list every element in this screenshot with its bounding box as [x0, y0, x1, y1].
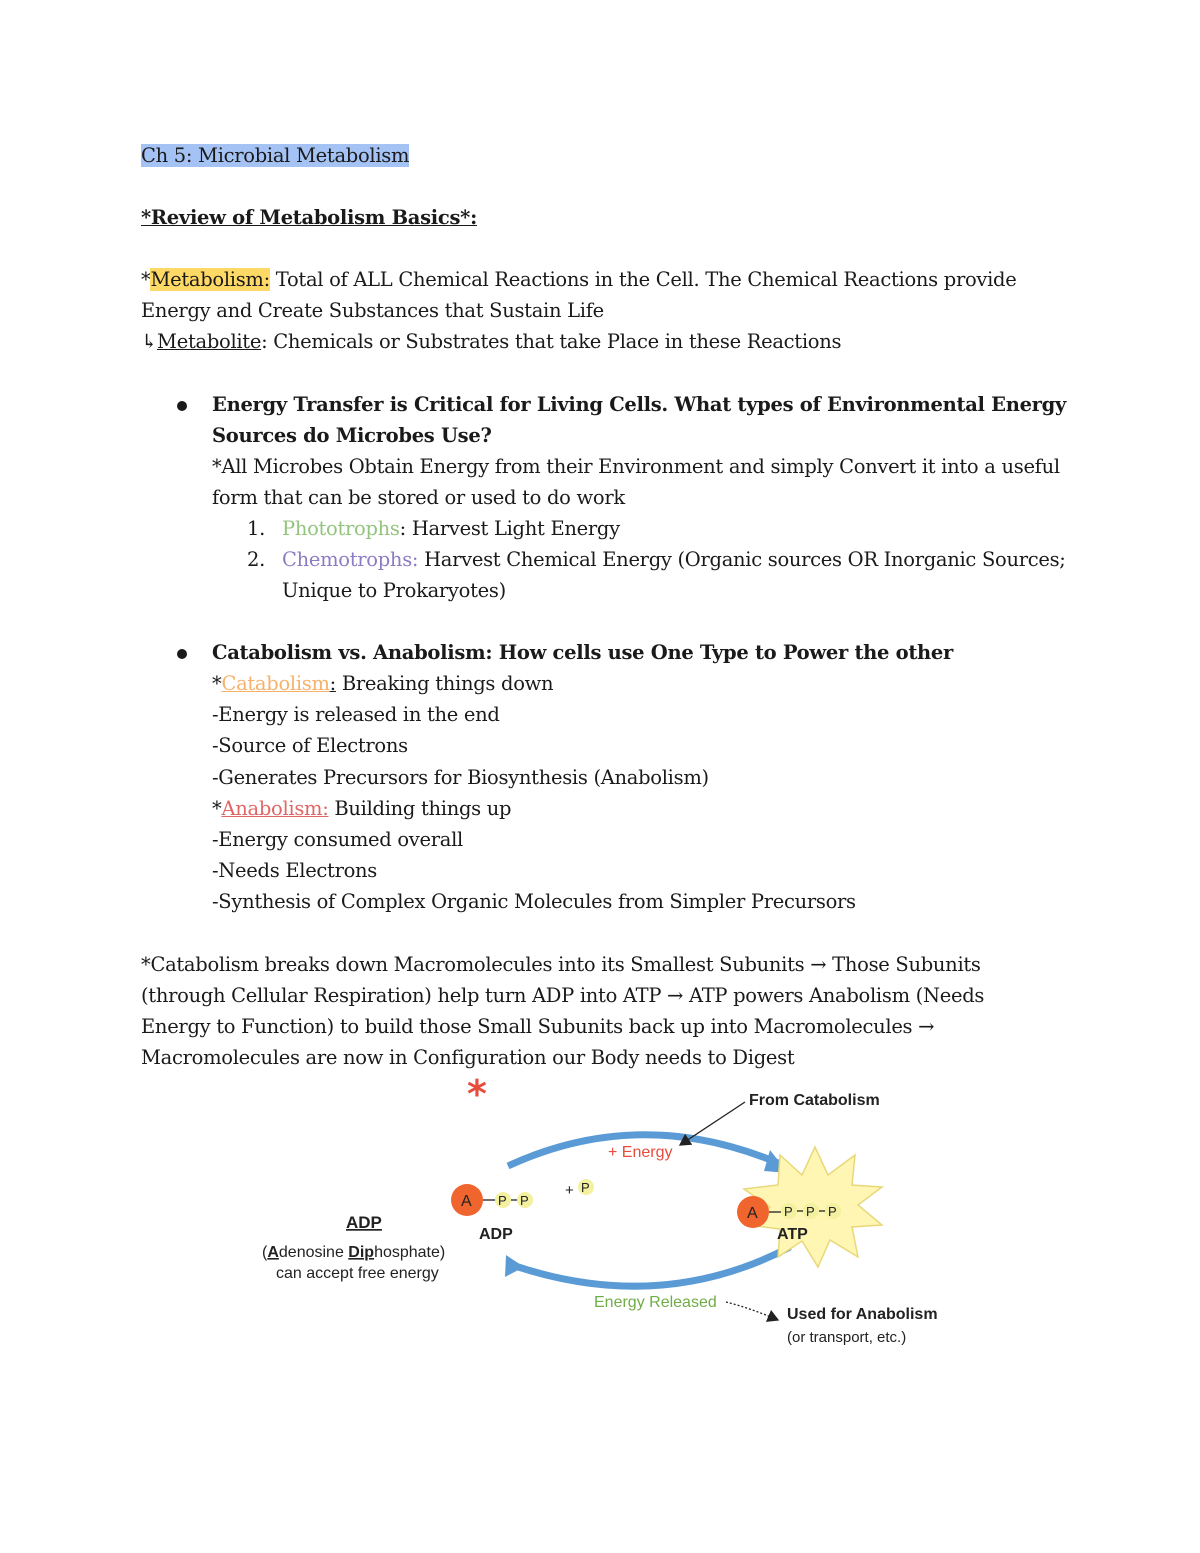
atp-adp-cycle-diagram	[250, 1075, 950, 1365]
summary-line: Macromolecules are now in Configuration our Body needs to Digest	[141, 1046, 795, 1069]
svg-text:P: P	[784, 1204, 793, 1219]
bottom-arc-arrow-head	[505, 1255, 524, 1277]
bullet-dot	[177, 401, 187, 411]
anabolism-point: -Synthesis of Complex Organic Molecules from Simpler Precursors	[212, 890, 856, 913]
summary-line: (through Cellular Respiration) help turn ADP into ATP → ATP powers Anabolism (Needs	[141, 984, 985, 1007]
list-number: 1.	[247, 517, 266, 540]
or-transport-label: (or transport, etc.)	[787, 1329, 907, 1346]
list-number: 2.	[247, 548, 266, 571]
bottom-arc-arrow	[512, 1247, 790, 1286]
anabolism-definition: *Anabolism: Building things up	[212, 797, 512, 820]
list-item-phototrophs: Phototrophs: Harvest Light Energy	[282, 517, 620, 540]
svg-text:A: A	[747, 1205, 758, 1222]
svg-text:P: P	[520, 1193, 529, 1208]
metabolite-term: Metabolite	[157, 330, 262, 353]
adp-label: ADP	[479, 1226, 513, 1243]
list-item-chemotrophs: Chemotrophs: Harvest Chemical Energy (Organic sources OR Inorganic Sources;	[282, 548, 1066, 571]
list-item-chemotrophs-cont: Unique to Prokaryotes)	[282, 579, 506, 602]
bullet1-body-line1: *All Microbes Obtain Energy from their Environment and simply Convert it into a useful	[212, 455, 1060, 478]
red-star-icon: *	[467, 1075, 487, 1116]
adp-fullname: (Adenosine Diphosphate)	[262, 1244, 446, 1261]
catabolism-point: -Source of Electrons	[212, 734, 408, 757]
svg-text:P: P	[498, 1193, 507, 1208]
bullet1-heading-line2: Sources do Microbes Use?	[212, 424, 492, 447]
bullet2-heading: Catabolism vs. Anabolism: How cells use One Type to Power the other	[212, 641, 954, 664]
bullet1-body-line2: form that can be stored or used to do work	[212, 486, 625, 509]
adp-heading: ADP	[346, 1213, 382, 1232]
energy-released-pointer	[726, 1302, 778, 1320]
plus-energy-label: + Energy	[608, 1144, 673, 1161]
from-catabolism-label: From Catabolism	[749, 1092, 880, 1109]
anabolism-point: -Needs Electrons	[212, 859, 378, 882]
atp-label: ATP	[777, 1226, 808, 1243]
metabolite-definition: ↳Metabolite: Chemicals or Substrates that take Place in these Reactions	[141, 330, 842, 353]
svg-text:+: +	[565, 1182, 574, 1199]
energy-released-label: Energy Released	[594, 1294, 717, 1311]
page-title: Ch 5: Microbial Metabolism	[141, 144, 410, 167]
used-for-anabolism-label: Used for Anabolism	[787, 1306, 938, 1323]
summary-line: *Catabolism breaks down Macromolecules into its Smallest Subunits → Those Subunits	[141, 953, 981, 976]
catabolism-point: -Generates Precursors for Biosynthesis (Anabolism)	[212, 766, 709, 789]
bullet-dot	[177, 649, 187, 659]
metabolism-term: Metabolism:	[150, 268, 270, 291]
svg-text:P: P	[828, 1204, 837, 1219]
metabolism-definition-line1: *Metabolism: Total of ALL Chemical Reactions in the Cell. The Chemical Reactions provide	[141, 268, 1017, 291]
adp-description: can accept free energy	[276, 1265, 439, 1282]
catabolism-point: -Energy is released in the end	[212, 703, 500, 726]
adenosine-letter: A	[461, 1193, 472, 1210]
review-heading: *Review of Metabolism Basics*:	[141, 206, 477, 229]
anabolism-point: -Energy consumed overall	[212, 828, 463, 851]
svg-text:P: P	[581, 1180, 590, 1195]
svg-text:P: P	[806, 1204, 815, 1219]
catabolism-definition: *Catabolism: Breaking things down	[212, 672, 554, 695]
summary-line: Energy to Function) to build those Small Subunits back up into Macromolecules →	[141, 1015, 935, 1038]
bullet1-heading-line1: Energy Transfer is Critical for Living Cells. What types of Environmental Energy	[212, 393, 1067, 416]
metabolism-definition-line2: Energy and Create Substances that Sustain Life	[141, 299, 604, 322]
